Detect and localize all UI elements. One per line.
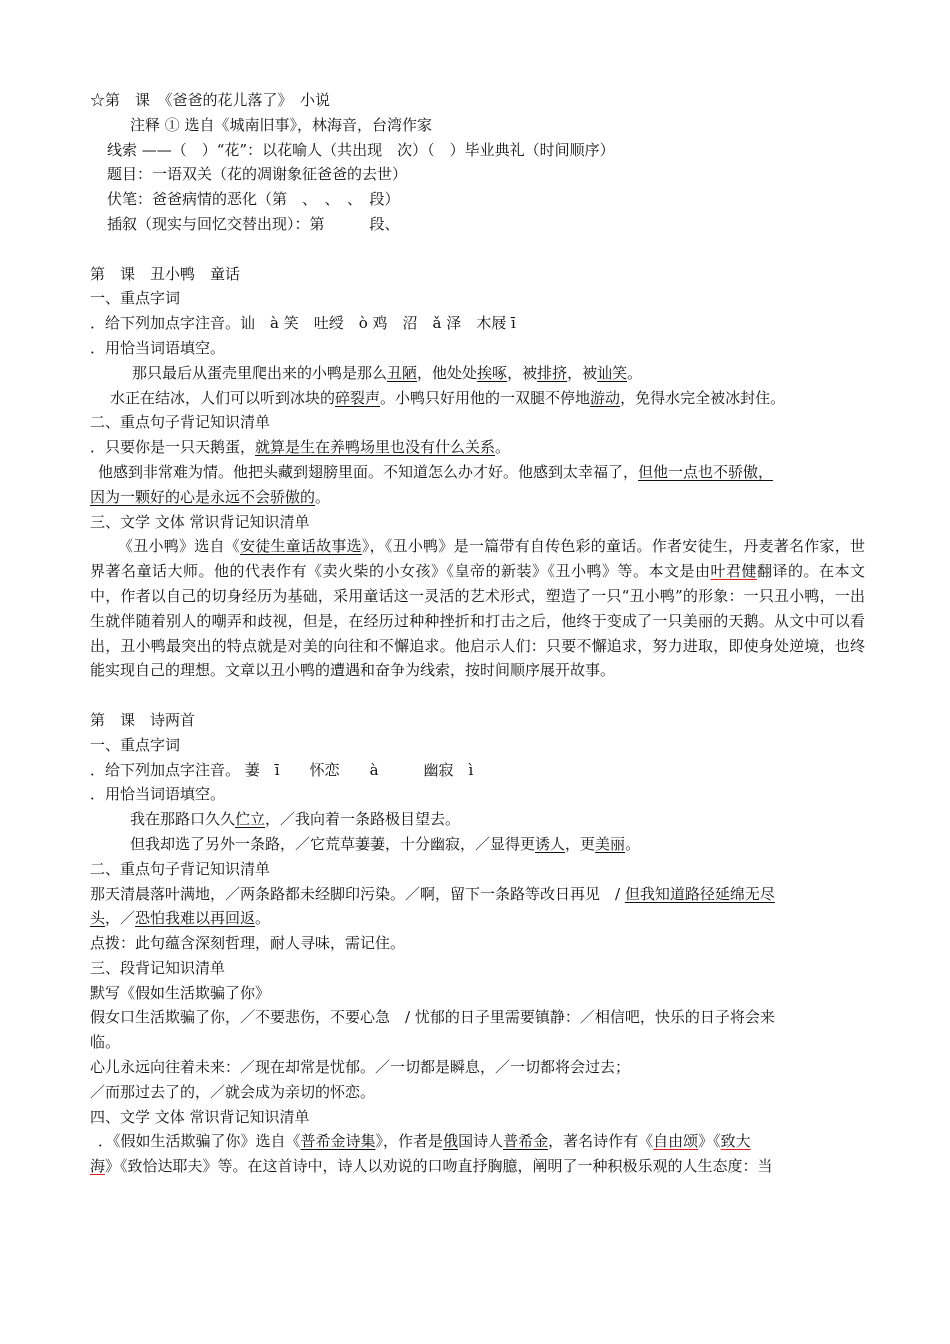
section-heading: 一、重点字词 xyxy=(90,735,181,754)
lesson-title: 第 课 诗两首 xyxy=(90,710,196,729)
poem-line: 假女口生活欺骗了你，／不要悲伤，不要心急 / 忧郁的日子里需要镇静：／相信吧，快乐的日子将会来 xyxy=(90,1008,775,1027)
key-sentence: 那天清晨落叶满地，／两条路都未经脚印污染。／啊，留下一条路等改日再见 / 但我知道路径延绵无尽 xyxy=(90,884,775,903)
foreshadow-line: 伏笔：爸爸病情的恶化（第 、 、 、 段） xyxy=(107,190,400,209)
answer-word: 挨啄 xyxy=(477,363,508,382)
translator-name: 叶君健 xyxy=(710,562,757,581)
poem-title: 致大 xyxy=(720,1132,751,1151)
key-sentence-cont: 因为一颗好的心是永远不会骄傲的。 xyxy=(90,487,331,506)
poem-line: 临。 xyxy=(90,1033,121,1052)
poem-line: ／而那过去了的，／就会成为亲切的怀恋。 xyxy=(90,1082,376,1101)
poem-title: 自由颂 xyxy=(653,1132,699,1151)
pinyin-question: ．给下列加点字注音。 萋 ī 怀恋 à 幽寂 ì xyxy=(90,760,474,779)
answer-word: 诱人 xyxy=(535,834,566,853)
key-phrase: 就算是生在养鸭场里也没有什么关系 xyxy=(255,438,496,457)
fill-sentence: 水正在结冰，人们可以听到冰块的碎裂声。小鸭只好用他的一双腿不停地游动，免得水完全被冰封住。 xyxy=(110,388,786,407)
key-sentence: ．只要你是一只天鹅蛋，就算是生在养鸭场里也没有什么关系。 xyxy=(90,438,511,457)
literature-paragraph: 《丑小鸭》选自《安徒生童话故事选》，《丑小鸭》是一篇带有自传色彩的童话。作者安徒生，丹麦著名作家，世界著名童话大师。他的代表作有《卖火柴的小女孩》《皇帝的新装》《丑小鸭》等。本文是由叶君健翻译的。在本文中，作者以自己的切身经历为基础，采用童话这一灵活的艺术形式，塑造了一只“丑小鸭”的形象：一只丑小鸭，一出生就伴随着别人的嘲弄和歧视，但是，在经历过种种挫折和打击之后，他终于变成了一只美丽的天鹅。从文中可以看出，丑小鸭最突出的特点就是对美的向往和不懈追求。他启示人们：只要不懈追求，努力进取，即使身处逆境，也终能实现自己的理想。文章以丑小鸭的遭遇和奋争为线索，按时间顺序展开故事。 xyxy=(90,537,865,680)
key-phrase: 但他一点也不骄傲， xyxy=(638,462,774,481)
section-heading: 一、重点字词 xyxy=(90,289,181,308)
pinyin-question: ．给下列加点字注音。讪 à 笑 吐绶 ò 鸡 沼 ǎ 泽 木屐 ī xyxy=(90,314,516,333)
answer-word: 讪笑 xyxy=(597,363,628,382)
answer-word: 伫立 xyxy=(235,810,266,829)
country-word: 俄 xyxy=(443,1132,459,1151)
fill-question: ．用恰当词语填空。 xyxy=(90,338,226,357)
key-sentence-cont: 头，／恐怕我难以再回返。 xyxy=(90,909,271,928)
key-phrase: 因为一颗好的心是永远不会骄傲的 xyxy=(90,487,316,506)
fill-question: ．用恰当词语填空。 xyxy=(90,785,226,804)
section-heading: 二、重点句子背记知识清单 xyxy=(90,859,271,878)
fill-sentence: 但我却选了另外一条路，／它荒草萋萋，十分幽寂，／显得更诱人，更美丽。 xyxy=(130,834,641,853)
answer-word: 碎裂声 xyxy=(335,388,381,407)
key-phrase: 恐怕我难以再回返 xyxy=(135,909,256,928)
book-title: 安徒生童话故事选 xyxy=(239,537,362,556)
clue-line: 线索 ——（ ）“花”：以花喻人（共出现 次）（ ）毕业典礼（时间顺序） xyxy=(107,140,615,159)
flashback-line: 插叙（现实与回忆交替出现）：第 段、 xyxy=(107,214,400,233)
theme-line: 题目：一语双关（花的凋谢象征爸爸的去世） xyxy=(107,165,408,184)
fill-sentence: 我在那路口久久伫立，／我向着一条路极目望去。 xyxy=(130,810,461,829)
book-title: 普希金诗集 xyxy=(300,1132,376,1151)
poem-line: 心儿永远向往着未来：／现在却常是忧郁。／一切都是瞬息，／一切都将会过去； xyxy=(90,1058,631,1077)
answer-word: 丑陋 xyxy=(387,363,418,382)
answer-word: 美丽 xyxy=(595,834,626,853)
tip-line: 点拨：此句蕴含深刻哲理，耐人寻味，需记住。 xyxy=(90,934,406,953)
fill-sentence: 那只最后从蛋壳里爬出来的小鸭是那么丑陋，他处处挨啄，被排挤，被讪笑。 xyxy=(132,363,643,382)
document-page xyxy=(90,88,865,1179)
answer-word: 游动 xyxy=(590,388,621,407)
key-phrase: 但我知道路径延绵无尽 xyxy=(624,884,775,903)
section-heading: 四、文学 文体 常识背记知识清单 xyxy=(90,1107,310,1126)
section-heading: 三、段背记知识清单 xyxy=(90,958,226,977)
lesson-title: ☆第 课 《爸爸的花儿落了》 小说 xyxy=(90,91,331,109)
lesson-title: 第 课 丑小鸭 童话 xyxy=(90,264,241,283)
poem-title: 海 xyxy=(90,1157,106,1176)
section-heading: 三、文学 文体 常识背记知识清单 xyxy=(90,512,310,531)
literature-paragraph: ．《假如生活欺骗了你》选自《普希金诗集》，作者是俄国诗人普希金，著名诗作有《自由颂》《致大 xyxy=(98,1132,751,1151)
poet-name: 普希金 xyxy=(503,1132,549,1151)
literature-paragraph-cont: 海》《致恰达耶夫》等。在这首诗中，诗人以劝说的口吻直抒胸臆，阐明了一种积极乐观的人生态度：当 xyxy=(90,1157,773,1176)
section-heading: 二、重点句子背记知识清单 xyxy=(90,413,271,432)
key-phrase: 头 xyxy=(90,909,106,928)
key-sentence: 他感到非常难为情。他把头藏到翅膀里面。不知道怎么办才好。他感到太幸福了，但他一点也不骄傲， xyxy=(98,462,774,481)
note-line: 注释 ① 选自《城南旧事》，林海音，台湾作家 xyxy=(130,115,433,134)
answer-word: 排挤 xyxy=(537,363,568,382)
dictation-line: 默写《假如生活欺骗了你》 xyxy=(90,983,271,1002)
